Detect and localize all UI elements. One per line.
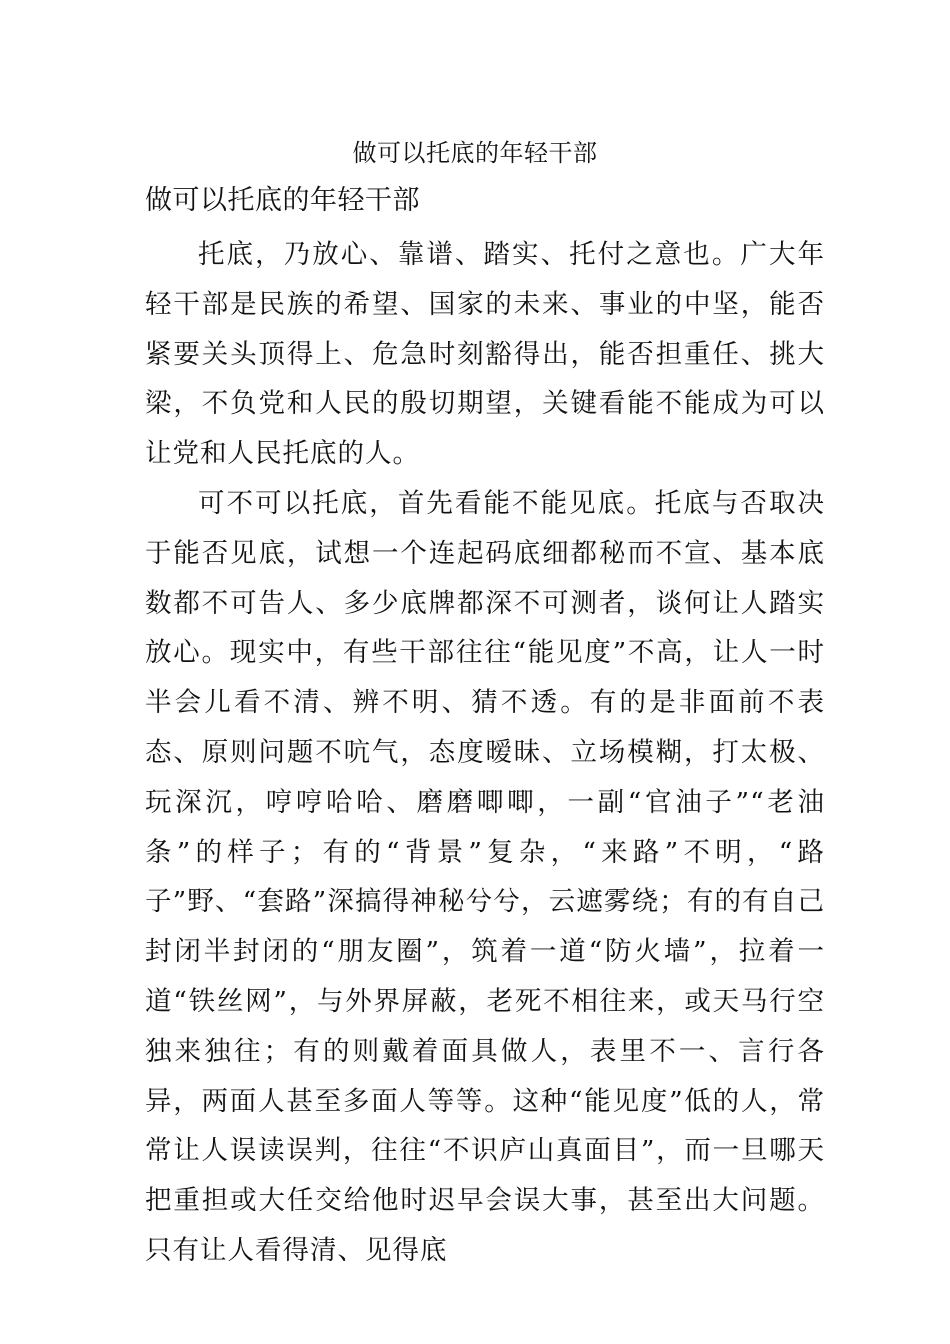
- document-subtitle: 做可以托底的年轻干部: [145, 185, 420, 216]
- document-body: [145, 230, 825, 1276]
- document-title: 做可以托底的年轻干部: [352, 139, 598, 167]
- paragraph-2: 可不可以托底，首先看能不能见底。托底与否取决于能否见底，试想一个连起码底细都秘而不宣、基本底数都不可告人、多少底牌都深不可测者，谈何让人踏实放心。现实中，有些干部往往“能见度”不高，让人一时半会儿看不清、辨不明、猜不透。有的是非面前不表态、原则问题不吭气，态度暧昧、立场模糊，打太极、玩深沉，哼哼哈哈、磨磨唧唧，一副“官油子”“老油条”的样子；有的“背景”复杂，“来路”不明，“路子”野、“套路”深搞得神秘兮兮，云遮雾绕；有的有自己封闭半封闭的“朋友圈”，筑着一道“防火墙”，拉着一道“铁丝网”，与外界屏蔽，老死不相往来，或天马行空独来独往；有的则戴着面具做人，表里不一、言行各异，两面人甚至多面人等等。这种“能见度”低的人，常常让人误读误判，往往“不识庐山真面目”，而一旦哪天把重担或大任交给他时迟早会误大事，甚至出大问题。只有让人看得清、见得底: [145, 487, 825, 1266]
- paragraph-1: 托底，乃放心、靠谱、踏实、托付之意也。广大年轻干部是民族的希望、国家的未来、事业的中坚，能否紧要关头顶得上、危急时刻豁得出，能否担重任、挑大梁，不负党和人民的殷切期望，关键看能不能成为可以让党和人民托底的人。: [145, 239, 825, 470]
